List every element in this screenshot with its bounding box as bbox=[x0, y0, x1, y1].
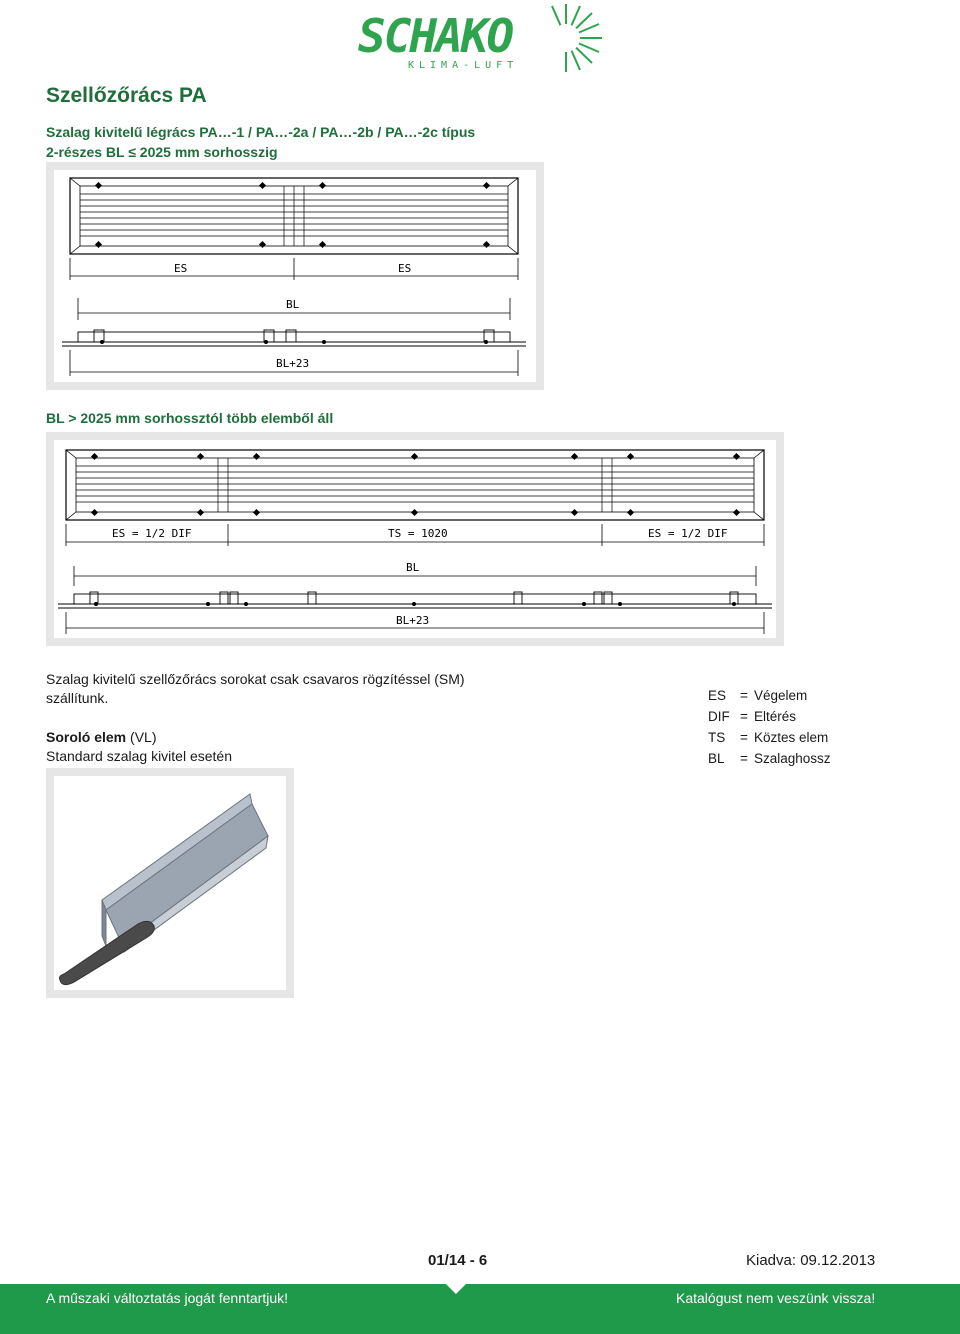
svg-text:KLIMA-LUFT: KLIMA-LUFT bbox=[408, 60, 519, 71]
svg-text:BL: BL bbox=[406, 561, 420, 574]
legend-row bbox=[708, 709, 831, 730]
drawing-multi-element-grille bbox=[46, 432, 784, 646]
legend-eq: = bbox=[740, 688, 748, 703]
vl-heading bbox=[46, 728, 232, 766]
drawing-two-part-grille bbox=[46, 162, 544, 390]
legend-eq: = bbox=[740, 709, 748, 724]
svg-text:BL+23: BL+23 bbox=[396, 614, 430, 627]
section-multi-element-title: BL > 2025 mm sorhossztól több elemből áll bbox=[46, 410, 334, 426]
footer-disclaimer: A műszaki változtatás jogát fenntartjuk! bbox=[46, 1290, 289, 1306]
vl-product-image bbox=[46, 768, 294, 998]
vl-title-rest: (VL) bbox=[126, 729, 157, 745]
legend-row bbox=[708, 751, 831, 772]
svg-text:ES = 1/2 DIF: ES = 1/2 DIF bbox=[648, 527, 728, 540]
svg-text:BL+23: BL+23 bbox=[276, 357, 310, 370]
legend-abbr: ES bbox=[708, 688, 727, 703]
schako-logo bbox=[356, 4, 606, 72]
vl-title-bold: Soroló elem bbox=[46, 729, 127, 745]
footer-return-note: Katalógust nem veszünk vissza! bbox=[676, 1290, 876, 1306]
page-title: Szellőzőrács PA bbox=[46, 84, 207, 107]
legend-eq: = bbox=[740, 730, 748, 745]
legend-row bbox=[708, 688, 831, 709]
page-number: 01/14 - 6 bbox=[428, 1252, 488, 1269]
legend-abbr: TS bbox=[708, 730, 726, 745]
legend-abbr: BL bbox=[708, 751, 725, 766]
legend-meaning: Végelem bbox=[754, 688, 808, 703]
legend-meaning: Köztes elem bbox=[754, 730, 829, 745]
svg-text:SCHAKO: SCHAKO bbox=[358, 9, 513, 63]
legend-meaning: Eltérés bbox=[754, 709, 797, 724]
svg-text:ES: ES bbox=[174, 262, 188, 275]
legend-row bbox=[708, 730, 831, 751]
subtitle-types: Szalag kivitelű légrács PA…-1 / PA…-2a / PA…-2b / PA…-2c típus bbox=[46, 124, 476, 140]
issue-date: Kiadva: 09.12.2013 bbox=[746, 1252, 876, 1269]
legend bbox=[708, 688, 831, 772]
legend-eq: = bbox=[740, 751, 748, 766]
svg-text:ES: ES bbox=[398, 262, 412, 275]
subtitle-length: 2-részes BL ≤ 2025 mm sorhosszig bbox=[46, 144, 278, 160]
vl-subtitle: Standard szalag kivitel esetén bbox=[46, 748, 232, 764]
svg-text:TS = 1020: TS = 1020 bbox=[388, 527, 448, 540]
legend-abbr: DIF bbox=[708, 709, 730, 724]
legend-meaning: Szalaghossz bbox=[754, 751, 831, 766]
svg-text:ES = 1/2 DIF: ES = 1/2 DIF bbox=[112, 527, 192, 540]
body-text: Szalag kivitelű szellőzőrács sorokat csak csavaros rögzítéssel (SM) szállítunk. bbox=[46, 671, 465, 706]
svg-text:BL: BL bbox=[286, 298, 300, 311]
